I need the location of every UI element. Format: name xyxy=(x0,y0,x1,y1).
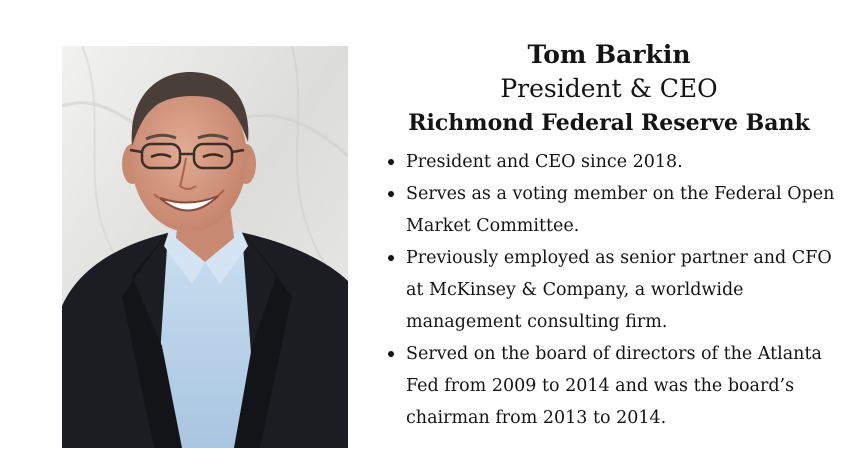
bio-bullet-list xyxy=(378,146,840,434)
person-role: President & CEO xyxy=(500,74,718,103)
bio-bullet: Serves as a voting member on the Federal Open Market Committee. xyxy=(386,178,840,242)
bio-bullet: Previously employed as senior partner and CFO at McKinsey & Company, a worldwide management consulting firm. xyxy=(386,242,840,338)
bio-bullet: President and CEO since 2018. xyxy=(386,146,840,178)
bio-text-column xyxy=(378,38,840,434)
person-name: Tom Barkin xyxy=(527,40,691,69)
portrait-illustration xyxy=(62,46,348,448)
bio-bullet: Served on the board of directors of the Atlanta Fed from 2009 to 2014 and was the board’s chairman from 2013 to 2014. xyxy=(386,338,840,434)
organization-name: Richmond Federal Reserve Bank xyxy=(408,110,810,136)
portrait-photo xyxy=(62,46,348,448)
